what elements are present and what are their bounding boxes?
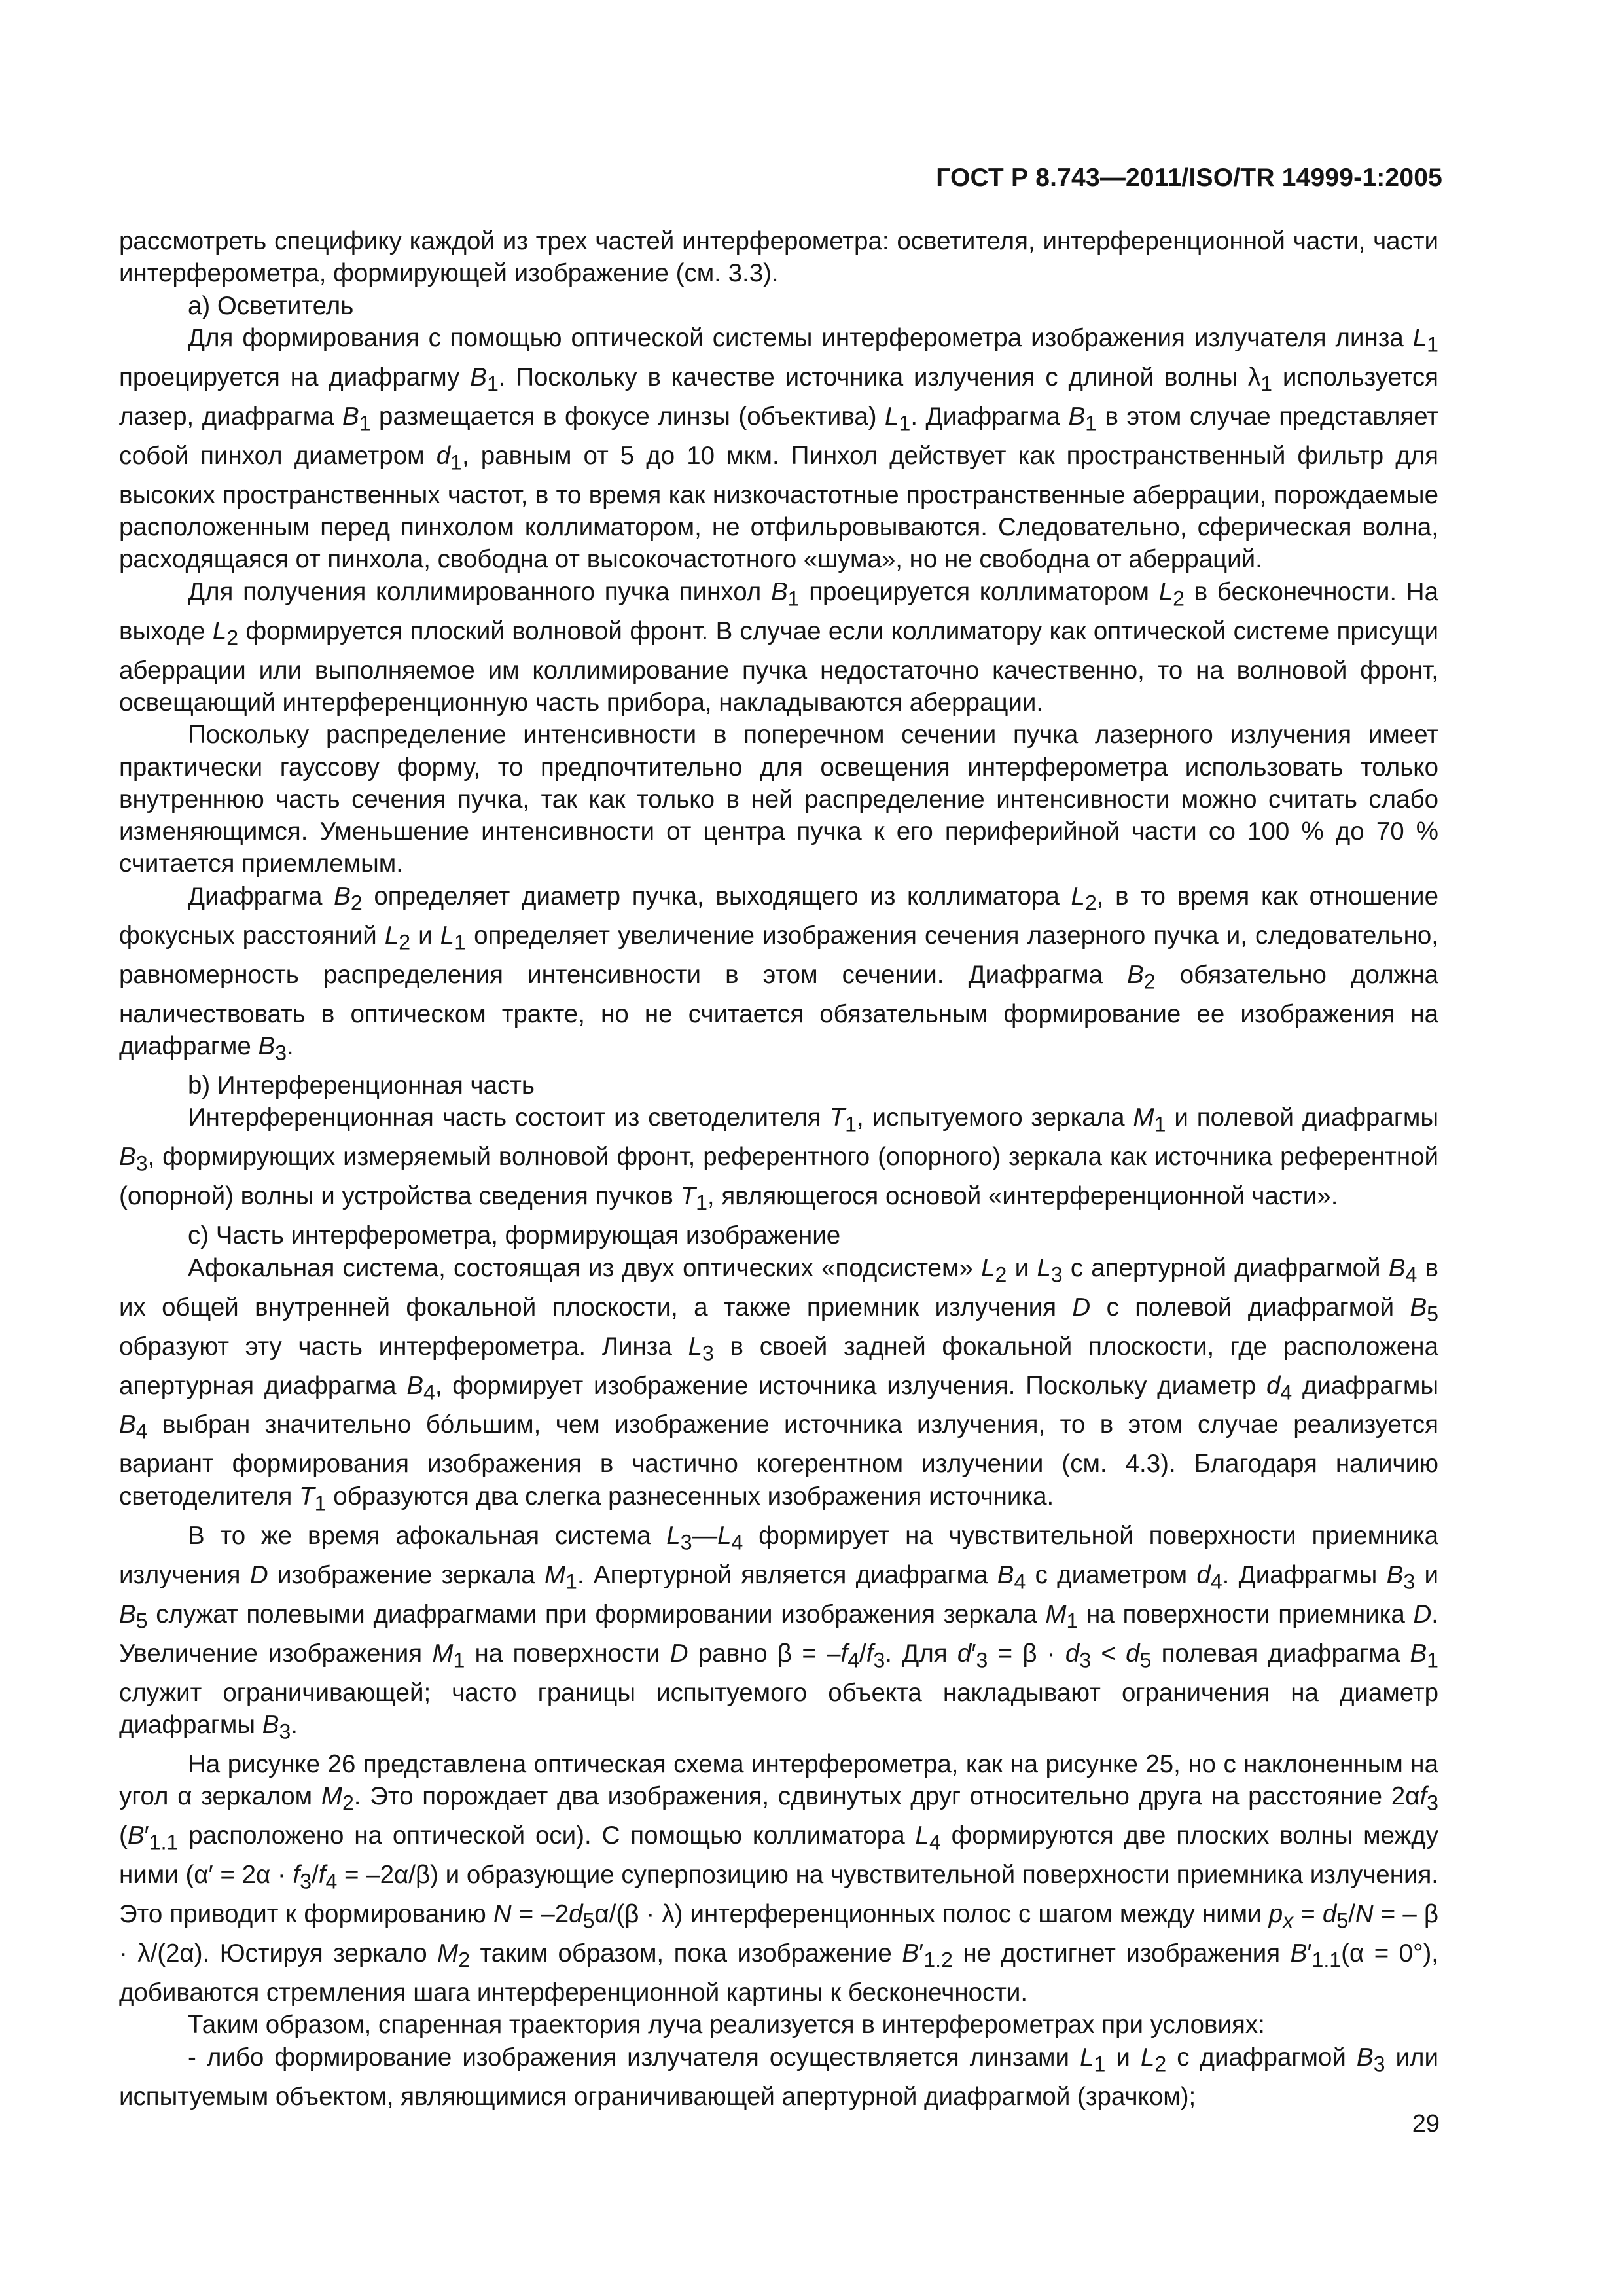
item-heading-illuminator: а) Осветитель xyxy=(188,291,354,320)
page-body xyxy=(119,225,1438,2113)
paragraph-interference: Интерференционная часть состоит из светоделителя $T_1$, испытуемого зеркала $M_1$ и полевой диафрагмы $B_3$, формирующих измеряемый волновой фронт, референтного (опорного) зеркала как источника референтной (опорной) волны и устройства сведения пучков $T_1$, являющегося основой «интерференционной части». xyxy=(119,1103,1438,1215)
paragraph-intro: рассмотреть специфику каждой из трех частей интерферометра: осветителя, интерференционной части, части интерферометра, формирующей изображение (см. 3.3). xyxy=(119,227,1438,288)
paragraph-illuminator-2: Для получения коллимированного пучка пинхол $B_1$ проецируется коллиматором $L_2$ в бесконечности. На выходе $L_2$ формируется плоский волновой фронт. В случае если коллиматору как оптической системе присущи аберрации или выполняемое им коллимирование пучка недостаточно качественно, то на волновой фронт, освещающий интерференционную часть прибора, накладываются аберрации. xyxy=(119,577,1438,717)
paragraph-imaging-2: В то же время афокальная система $L_3—L_4$ формирует на чувствительной поверхности приемника излучения D изображение зеркала $M_1$. Апертурной является диафрагма $B_4$ с диаметром $d_4$. Диафрагмы $B_3$ и $B_5$ служат полевыми диафрагмами при формировании изображения зеркала $M_1$ на поверхности приемника D. Увеличение изображения $M_1$ на поверхности D равно $\beta = -f_4/f_3$. Для $d'_3 = \beta \cdot d_3 < d_5$ полевая диафрагма $B_1$ служит ограничивающей; часто границы испытуемого объекта накладывают ограничения на диаметр диафрагмы $B_3$. xyxy=(119,1521,1439,1744)
item-heading-interference: b) Интерференционная часть xyxy=(188,1071,535,1100)
paragraph-imaging-3: На рисунке 26 представлена оптическая схема интерферометра, как на рисунке 25, но с наклоненным на угол α зеркалом $M_2$. Это порождает два изображения, сдвинутых друг относительно друга на расстояние $2\alpha f_3$ ($B'_{1.1}$ расположено на оптической оси). С помощью коллиматора $L_4$ формируются две плоских волны между ними $(\alpha' = 2\alpha \cdot f_3/f_4 = -2\alpha/\beta)$ и образующие суперпозицию на чувствительной поверхности приемника излучения. Это приводит к формированию $N = -2d_5\alpha/(\beta \cdot \lambda)$ интерференционных полос с шагом между ними $p_x = d_5/N$ = – β · λ/(2α). Юстируя зеркало $M_2$ таким образом, пока изображение $B'_{1.2}$ не достигнет изображения $B'_{1.1}(\alpha = 0^\circ)$, добиваются стремления шага интерференционной картины к бесконечности. xyxy=(119,1749,1439,2007)
paragraph-illuminator-3: Поскольку распределение интенсивности в поперечном сечении пучка лазерного излучения имеет практически гауссову форму, то предпочтительно для освещения интерферометра использовать только внутреннюю часть сечения пучка, так как только в ней распределение интенсивности можно считать слабо изменяющимся. Уменьшение интенсивности от центра пучка к его периферийной части со 100 % до 70 % считается приемлемым. xyxy=(119,721,1438,878)
paragraph-illuminator-1: Для формирования с помощью оптической системы интерферометра изображения излучателя линза $L_1$ проецируется на диафрагму $B_1$. Поскольку в качестве источника излучения с длиной волны $\lambda_1$ используется лазер, диафрагма $B_1$ размещается в фокусе линзы (объектива) $L_1$. Диафрагма $B_1$ в этом случае представляет собой пинхол диаметром $d_1$, равным от 5 до 10 мкм. Пинхол действует как пространственный фильтр для высоких пространственных частот, в то время как низкочастотные пространственные аберрации, порождаемые расположенным перед пинхолом коллиматором, не отфильровываются. Следовательно, сферическая волна, расходящаяся от пинхола, свободна от высокочастотного «шума», но не свободна от аберраций. xyxy=(119,323,1439,574)
doc-code-header: ГОСТ Р 8.743—2011/ISO/TR 14999-1:2005 xyxy=(936,164,1442,192)
paragraph-imaging-1: Афокальная система, состоящая из двух оптических «подсистем» $L_2$ и $L_3$ с апертурной диафрагмой $B_4$ в их общей внутренней фокальной плоскости, а также приемник излучения D с полевой диафрагмой $B_5$ образуют эту часть интерферометра. Линза $L_3$ в своей задней фокальной плоскости, где расположена апертурная диафрагма $B_4$, формирует изображение источника излучения. Поскольку диаметр $d_4$ диафрагмы $B_4$ выбран значительно бо́льшим, чем изображение источника излучения, то в этом случае реализуется вариант формирования изображения в частично когерентном излучении (см. 4.3). Благодаря наличию светоделителя $T_1$ образуются два слегка разнесенных изображения источника. xyxy=(119,1253,1439,1515)
list-item-condition-1: - либо формирование изображения излучателя осуществляется линзами $L_1$ и $L_2$ с диафрагмой $B_3$ или испытуемым объектом, являющимися ограничивающей апертурной диафрагмой (зрачком); xyxy=(119,2043,1438,2111)
item-heading-imaging: с) Часть интерферометра, формирующая изображение xyxy=(188,1221,841,1250)
paragraph-illuminator-4: Диафрагма $B_2$ определяет диаметр пучка, выходящего из коллиматора $L_2$, в то время как отношение фокусных расстояний $L_2$ и $L_1$ определяет увеличение изображения сечения лазерного пучка и, следовательно, равномерность распределения интенсивности в этом сечении. Диафрагма $B_2$ обязательно должна наличествовать в оптическом тракте, но не считается обязательным формирование ее изображения на диафрагме $B_3$. xyxy=(119,882,1438,1065)
page-number: 29 xyxy=(1412,2110,1440,2138)
paragraph-conclusion: Таким образом, спаренная траектория луча реализуется в интерферометрах при условиях: xyxy=(188,2011,1265,2039)
